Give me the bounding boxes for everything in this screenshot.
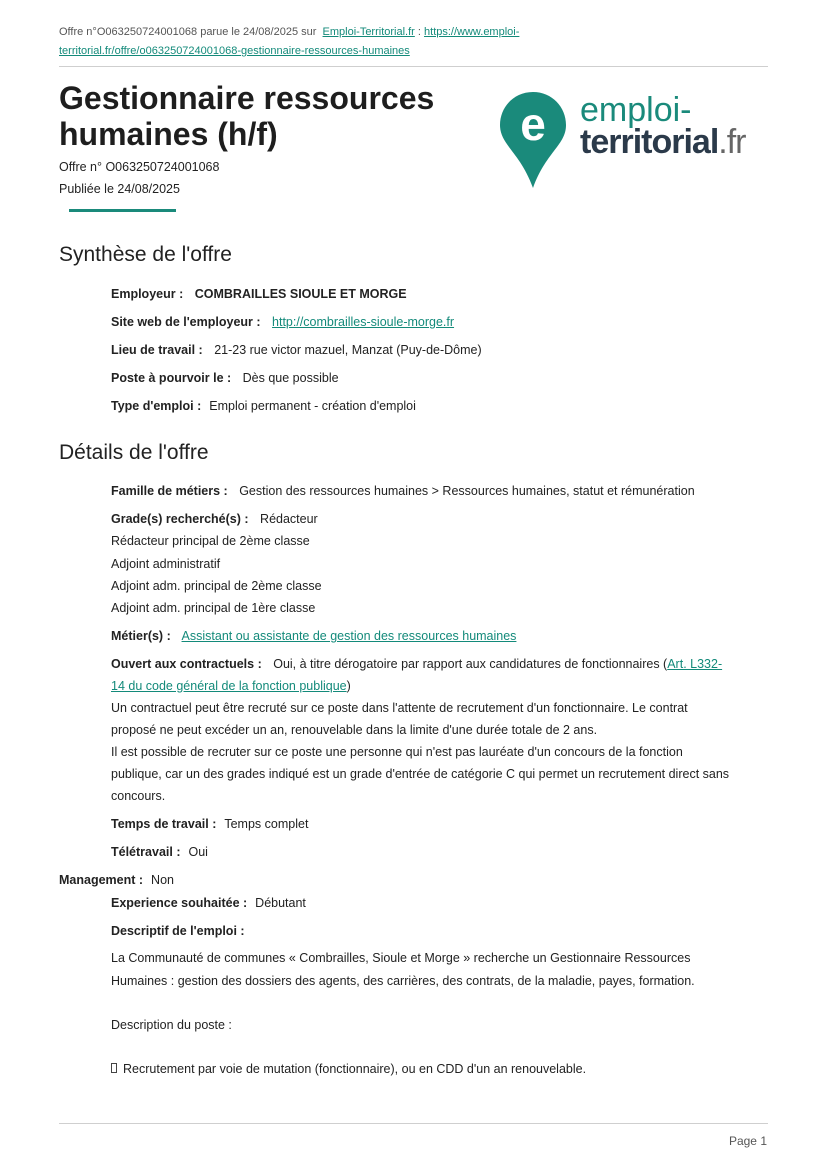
bullet-text: Recrutement par voie de mutation (fonctionnaire), ou en CDD d'un an renouvelable. [123, 1062, 587, 1076]
page-number: Page 1 [728, 1134, 767, 1148]
field-employeur [111, 286, 407, 302]
label: Type d'emploi : [111, 399, 202, 413]
field-experience [111, 895, 306, 911]
field-teletravail [111, 844, 208, 860]
contract-text: publique, car un des grades indiqué est un grade d'entrée de catégorie C qui permet un recrutement direct sans [111, 767, 730, 781]
label: Management : [59, 873, 144, 887]
label: Télétravail : [111, 845, 181, 859]
label: Experience souhaitée : [111, 896, 248, 910]
offer-number: Offre n° O063250724001068 [59, 160, 220, 174]
grade-item: Adjoint adm. principal de 1ère classe [111, 601, 316, 615]
svg-text:e: e [520, 98, 546, 150]
footer-divider [59, 1123, 768, 1124]
employer-website-link[interactable]: http://combrailles-sioule-morge.fr [272, 315, 455, 329]
label: Grade(s) recherché(s) : [111, 512, 249, 526]
field-lieu [111, 342, 482, 358]
contract-text: Il est possible de recruter sur ce poste une personne qui n'est pas lauréate d'un concours de la fonction [111, 745, 683, 759]
paren: ) [346, 679, 351, 693]
field-management [59, 872, 174, 888]
grade-item: Adjoint administratif [111, 557, 221, 571]
bullet-item [111, 1061, 586, 1077]
offer-url-link-cont[interactable]: territorial.fr/offre/o063250724001068-gestionnaire-ressources-humaines [59, 45, 410, 57]
label: Famille de métiers : [111, 484, 228, 498]
missing-glyph-icon [111, 1063, 117, 1073]
field-poste [111, 370, 339, 386]
section-heading-details: Détails de l'offre [59, 441, 209, 464]
header-separator: : [417, 26, 421, 38]
accent-bar [69, 209, 176, 212]
emploi-territorial-logo [498, 90, 768, 190]
field-ouvert [111, 656, 722, 672]
value: 21-23 rue victor mazuel, Manzat (Puy-de-Dôme) [214, 343, 482, 357]
header-divider [59, 66, 768, 67]
value: Oui, à titre dérogatoire par rapport aux candidatures de fonctionnaires ( [273, 657, 668, 671]
grade-item: Rédacteur principal de 2ème classe [111, 534, 310, 548]
label: Site web de l'employeur : [111, 315, 261, 329]
value: Gestion des ressources humaines > Ressources humaines, statut et rémunération [239, 484, 695, 498]
section-heading-synthese: Synthèse de l'offre [59, 243, 232, 266]
value: Dès que possible [242, 371, 339, 385]
header-source [59, 24, 519, 40]
map-pin-icon [498, 90, 568, 190]
label: Ouvert aux contractuels : [111, 657, 262, 671]
field-site-web [111, 314, 454, 330]
value: Temps complet [224, 817, 309, 831]
published-date: Publiée le 24/08/2025 [59, 182, 180, 196]
offer-url-link[interactable]: https://www.emploi- [424, 26, 520, 38]
descriptif-text: La Communauté de communes « Combrailles, Sioule et Morge » recherche un Gestionnaire Ressources [111, 951, 691, 965]
field-type [111, 398, 416, 414]
label: Poste à pourvoir le : [111, 371, 232, 385]
label: Lieu de travail : [111, 343, 203, 357]
label: Métier(s) : [111, 629, 171, 643]
logo-text-fr: .fr [718, 123, 746, 161]
header-prefix: Offre n°O063250724001068 parue le 24/08/2025 sur [59, 26, 317, 38]
label: Employeur : [111, 287, 184, 301]
metier-link[interactable]: Assistant ou assistante de gestion des ressources humaines [181, 629, 517, 643]
contract-text: Un contractuel peut être recruté sur ce poste dans l'attente de recrutement d'un fonctionnaire. Le contrat [111, 701, 688, 715]
article-link[interactable]: Art. L332- [667, 657, 723, 671]
label: Temps de travail : [111, 817, 217, 831]
logo-text-territorial: territorial [580, 123, 719, 161]
value: Non [151, 873, 174, 887]
field-grade [111, 511, 318, 527]
site-link[interactable]: Emploi-Territorial.fr [322, 26, 415, 38]
contract-text: concours. [111, 789, 166, 803]
page-title-cont: humaines (h/f) [59, 116, 278, 152]
page-title: Gestionnaire ressources [59, 80, 435, 116]
descriptif-label: Descriptif de l'emploi : [111, 924, 245, 938]
value: Débutant [255, 896, 306, 910]
descriptif-text: Humaines : gestion des dossiers des agents, des carrières, des contrats, de la maladie, payes, formation. [111, 974, 695, 988]
field-temps [111, 816, 308, 832]
value: Emploi permanent - création d'emploi [209, 399, 416, 413]
field-metier [111, 628, 516, 644]
value: Rédacteur [260, 512, 318, 526]
logo-text-emploi: emploi- [580, 91, 692, 129]
contract-text: proposé ne peut excéder un an, renouvelable dans la limite d'une durée totale de 2 ans. [111, 723, 598, 737]
description-poste-label: Description du poste : [111, 1018, 232, 1032]
value: Oui [188, 845, 208, 859]
value: COMBRAILLES SIOULE ET MORGE [194, 287, 407, 301]
field-famille [111, 483, 695, 499]
grade-item: Adjoint adm. principal de 2ème classe [111, 579, 322, 593]
article-link-cont[interactable]: 14 du code général de la fonction publique [111, 679, 347, 693]
